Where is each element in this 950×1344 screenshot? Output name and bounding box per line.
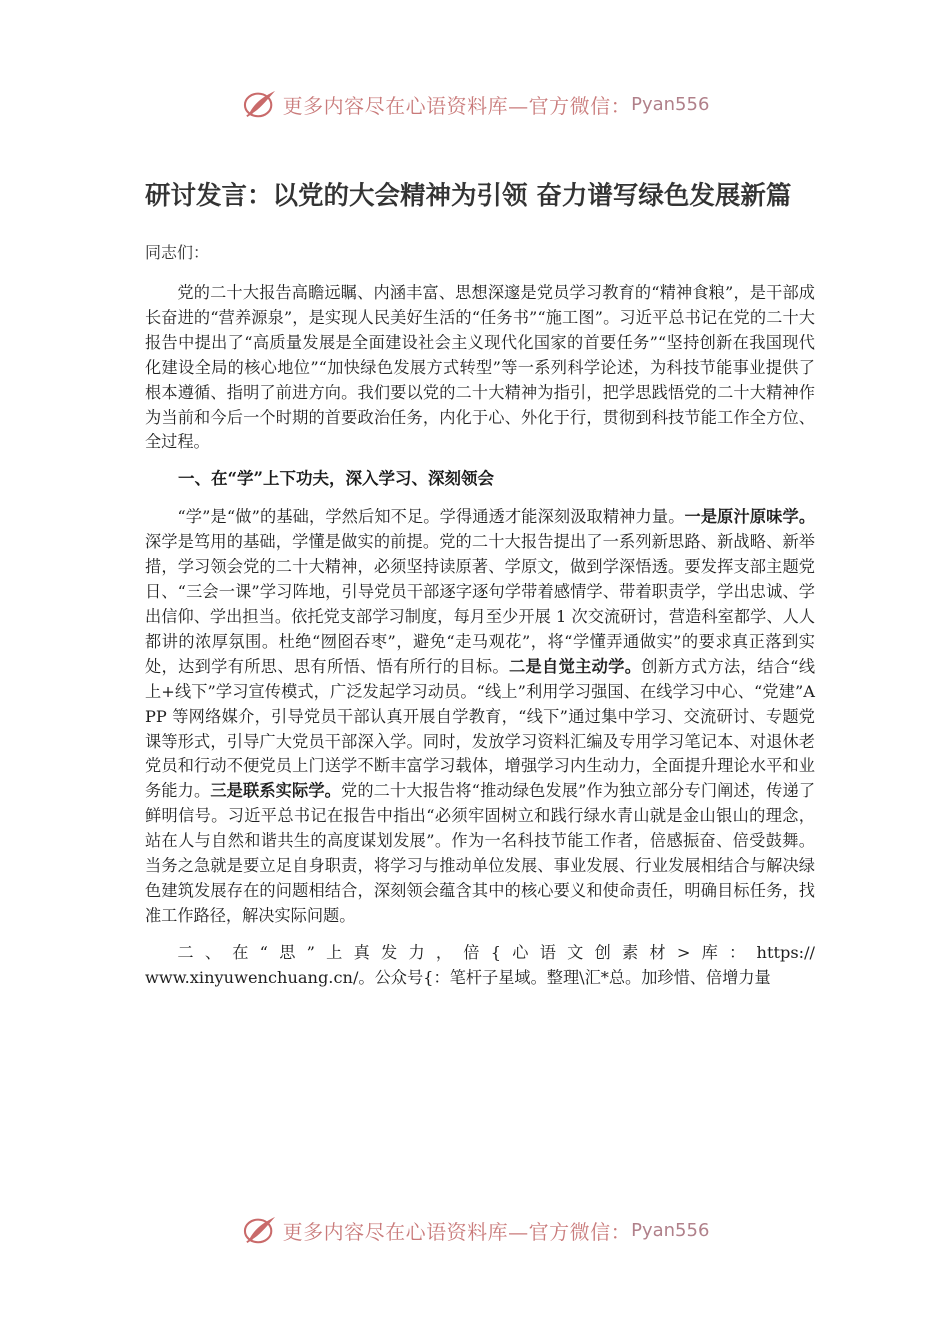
section-1-heading: 一、在“学”上下功夫，深入学习、深刻领会 — [178, 469, 494, 489]
quill-scroll-icon — [241, 88, 279, 120]
section-2-heading: 二、在“思”上真发力，倍{心语文创素材>库： — [177, 942, 757, 962]
document-body — [145, 172, 815, 991]
section-1-lead: “学”是“做”的基础，学然后知不足。学得通透才能深刻汲取精神力量。 — [177, 507, 685, 527]
banner-wechat-id: Pyan556 — [631, 93, 710, 115]
point-3-text: 党的二十大报告将“推动绿色发展”作为独立部分专门阐述，传递了鲜明信号。习近平总书记在报告中指出“必须牢固树立和践行绿水青山就是金山银山的理念，站在人与自然和谐共生的高度谋划发展”。作为一名科技节能工作者，倍感振奋、倍受鼓舞。当务之急就是要立足自身职责，将学习与推动单位发展、事业发展、行业发展相结合与解决绿色建筑发展存在的问题相结合，深刻领会蕴含其中的核心要义和使命责任，明确目标任务，找准工作路径，解决实际问题。 — [145, 781, 816, 925]
banner-wechat-id: Pyan556 — [631, 1219, 710, 1241]
salutation: 同志们： — [145, 243, 210, 262]
quill-scroll-icon — [241, 1214, 279, 1246]
page-title: 研讨发言：以党的大会精神为引领 奋力谱写绿色发展新篇 — [145, 181, 792, 211]
intro-paragraph: 党的二十大报告高瞻远瞩、内涵丰富、思想深邃是党员学习教育的“精神食粮”，是干部成长奋进的“营养源泉”，是实现人民美好生活的“任务书”“施工图”。习近平总书记在党的二十大报告中提出了“高质量发展是全面建设社会主义现代化国家的首要任务”“坚持创新在我国现代化建设全局的核心地位”“加快绿色发展方式转型”等一系列科学论述，为科技节能事业提供了根本遵循、指明了前进方向。我们要以党的二十大精神为指引，把学思践悟党的二十大精神作为当前和今后一个时期的首要政治任务，内化于心、外化于行，贯彻到科技节能工作全方位、全过程。 — [145, 283, 815, 452]
footer-banner — [0, 1210, 950, 1250]
header-banner — [0, 84, 950, 124]
point-3-label: 三是联系实际学。 — [210, 781, 342, 801]
point-2-text: 创新方式方法，结合“线上+线下”学习宣传模式，广泛发起学习动员。“线上”利用学习强国、在线学习中心、“党建”APP 等网络媒介，引导党员干部认真开展自学教育，“线下”通过集中学习、交流研讨、专题党课等形式，引导广大党员干部深入学。同时，发放学习资料汇编及专用学习笔记本、对退休老党员和行动不便党员上门送学不断丰富学习载体，增强学习内生动力，全面提升理论水平和业务能力。 — [145, 656, 816, 801]
banner-text: 更多内容尽在心语资料库—官方微信： — [282, 93, 632, 118]
point-1-label: 一是原汁原味学。 — [684, 507, 816, 527]
banner-text: 更多内容尽在心语资料库—官方微信： — [282, 1219, 632, 1244]
point-2-label: 二是自觉主动学。 — [508, 656, 642, 676]
section-1-paragraph — [145, 505, 815, 928]
section-2-text: https://www.xinyuwenchuang.cn/。公众号{：笔杆子星域。整理\汇*总。加珍惜、倍增力量 — [145, 942, 815, 987]
point-1-text: 深学是笃用的基础，学懂是做实的前提。党的二十大报告提出了一系列新思路、新战略、新举措，学习领会党的二十大精神，必须坚持读原著、学原文，做到学深悟透。要发挥支部主题党日、“三会一课”学习阵地，引导党员干部逐字逐句学带着感情学、带着职责学，学出忠诚、学出信仰、学出担当。依托党支部学习制度，每月至少开展 1 次交流研讨，营造科室都学、人人都讲的浓厚氛围。杜绝“囫囵吞枣”，避免“走马观花”，将“学懂弄通做实”的要求真正落到实处，达到学有所思、思有所悟、悟有所行的目标。 — [145, 532, 815, 676]
section-2-paragraph — [145, 941, 815, 991]
